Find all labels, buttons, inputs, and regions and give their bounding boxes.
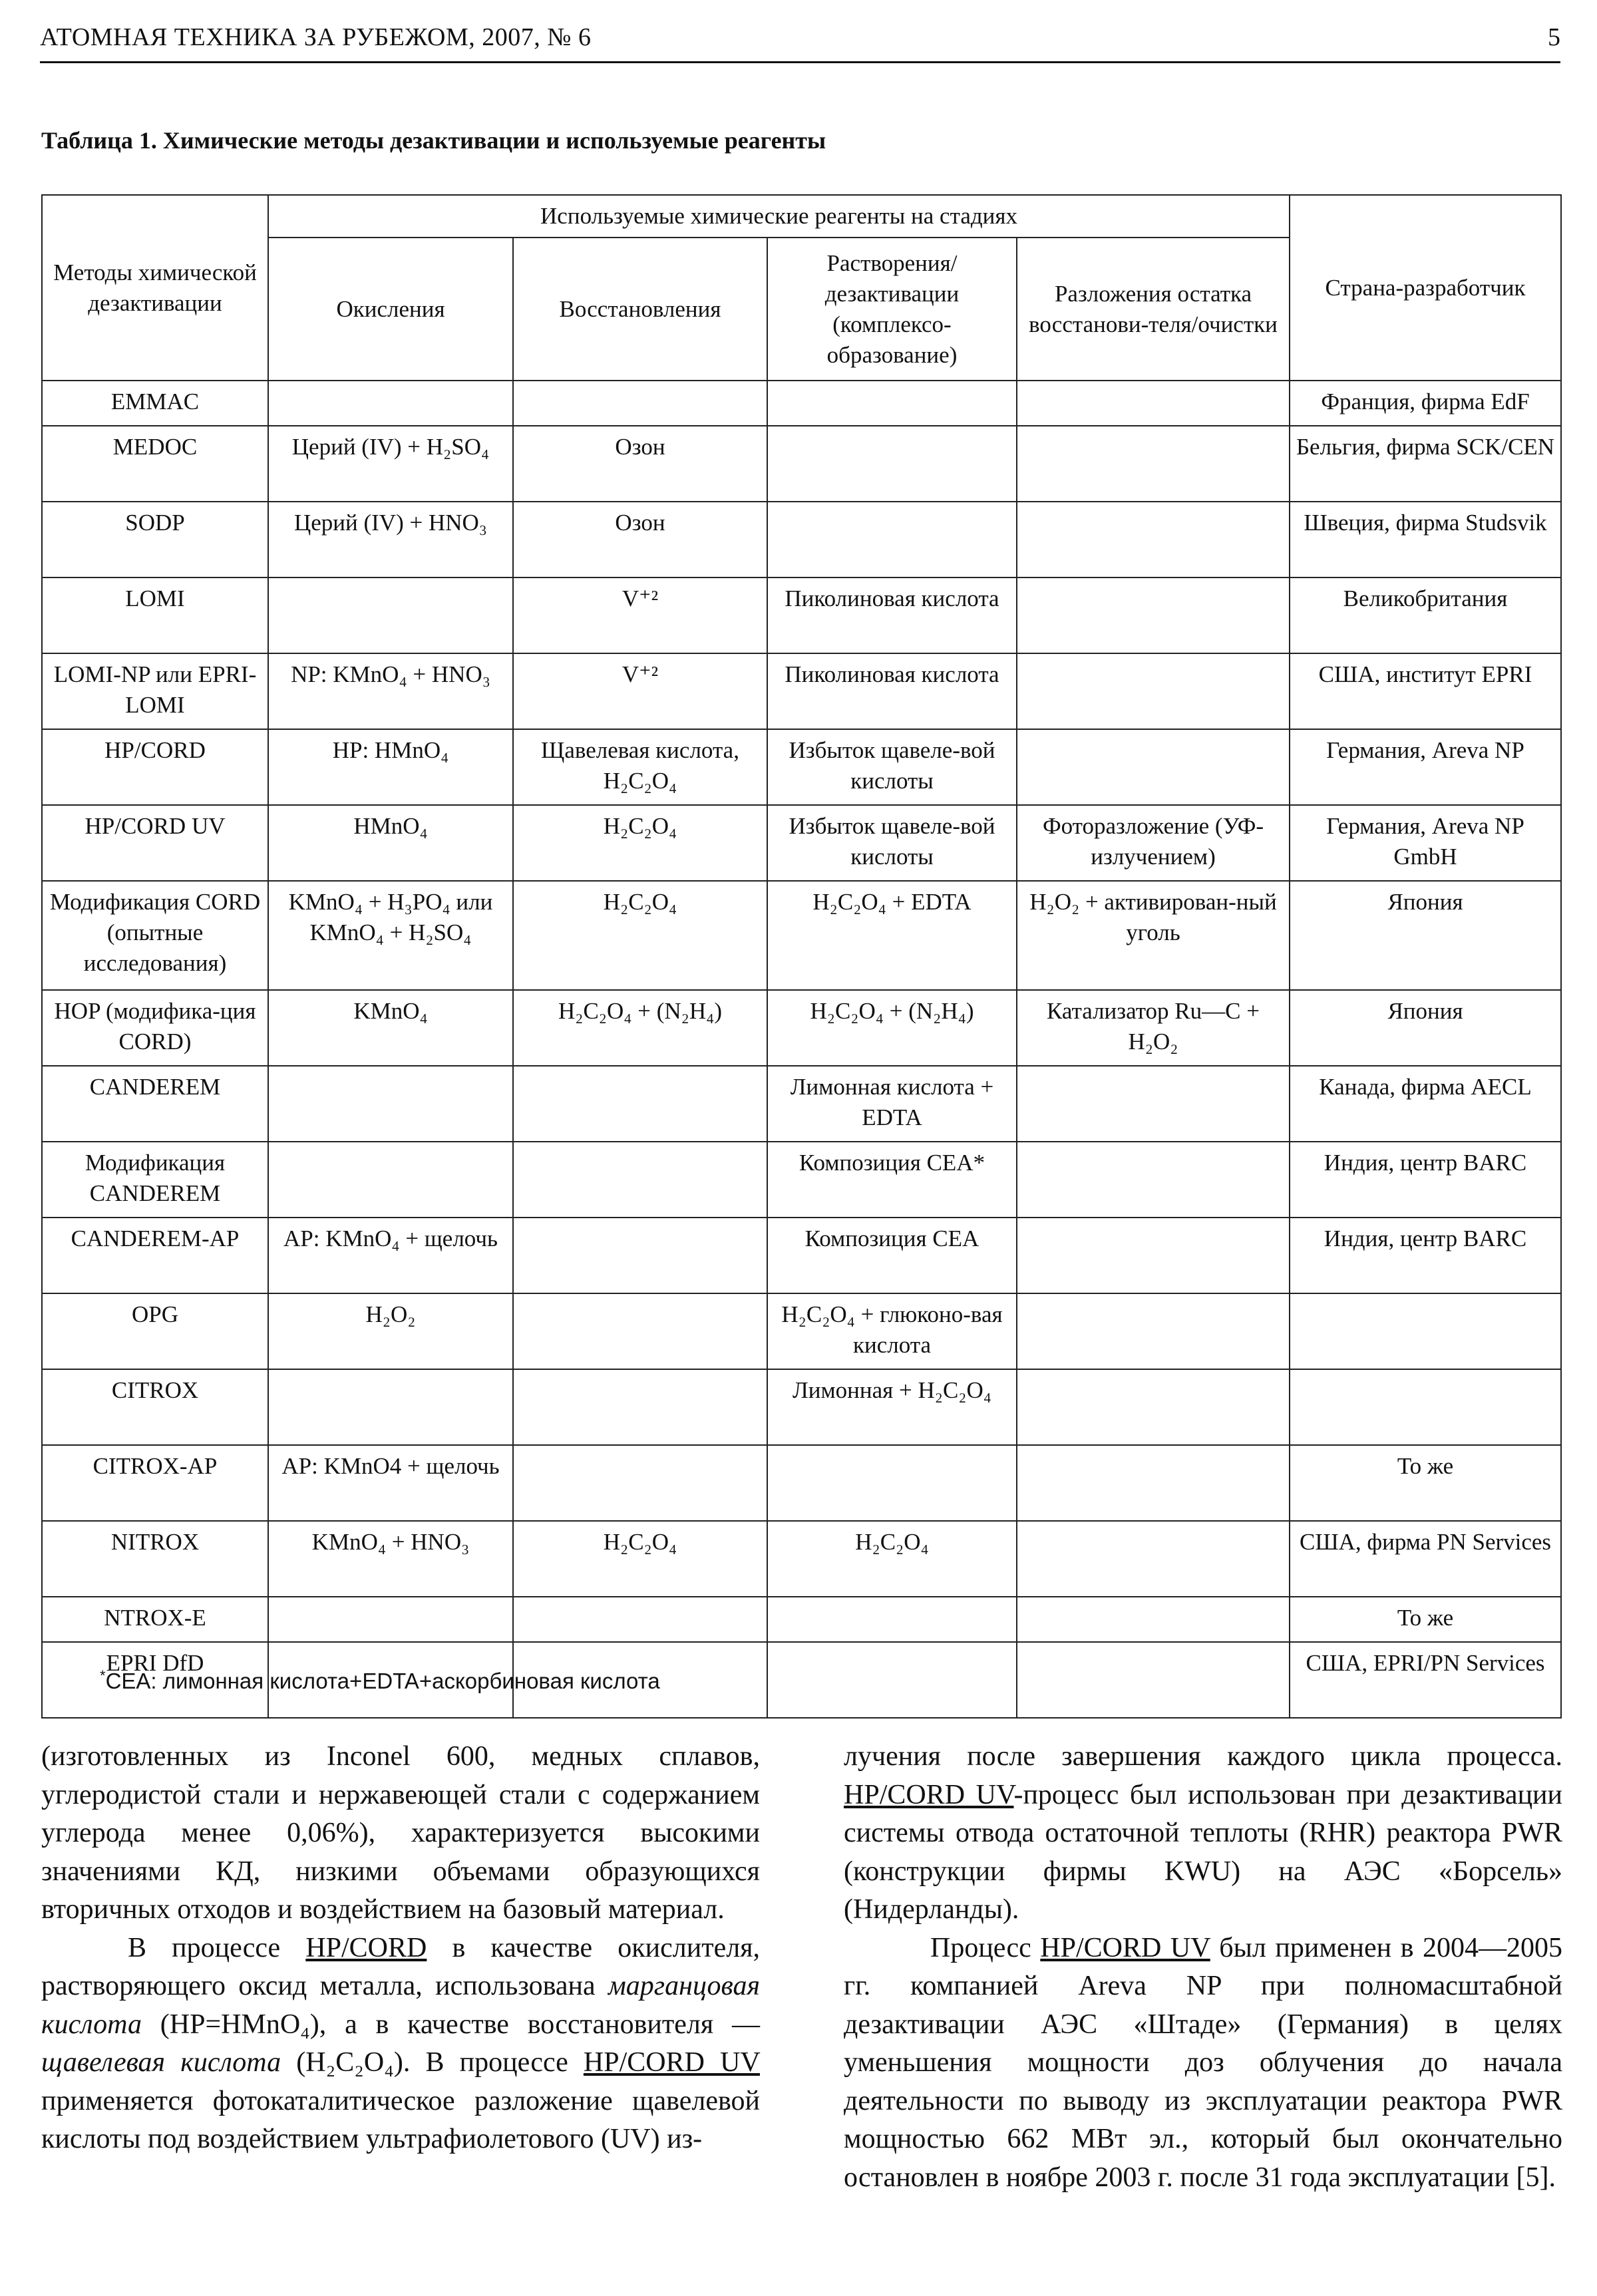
- body-column-right: [844, 1738, 1562, 2197]
- header-country: Страна-разработчик: [1290, 195, 1561, 381]
- cell-dissolution: [767, 502, 1017, 577]
- cell-country: Германия, Areva NP: [1290, 729, 1561, 805]
- cell-reduction: [513, 381, 767, 426]
- cell-method: CANDEREM: [42, 1066, 268, 1142]
- cell-oxidation: [268, 381, 513, 426]
- table-footnote: [100, 1669, 660, 1694]
- cell-country: То же: [1290, 1445, 1561, 1521]
- cell-country: Бельгия, фирма SCK/CEN: [1290, 426, 1561, 502]
- table-row: [42, 1521, 1561, 1597]
- cell-reduction: [513, 1066, 767, 1142]
- cell-dissolution: [767, 1597, 1017, 1642]
- cell-oxidation: [268, 1066, 513, 1142]
- cell-reduction: [513, 1445, 767, 1521]
- cell-dissolution: Лимонная + H₂C₂O₄: [767, 1369, 1017, 1445]
- cell-reduction: [513, 1597, 767, 1642]
- running-header: [40, 20, 1560, 63]
- cell-dissolution: [767, 381, 1017, 426]
- cell-oxidation: Церий (IV) + H₂SO₄: [268, 426, 513, 502]
- cell-country: [1290, 1369, 1561, 1445]
- term-oxalic-acid: щавелевая кислота: [41, 2047, 281, 2078]
- cell-method: CITROX-AP: [42, 1445, 268, 1521]
- cell-method: NTROX-E: [42, 1597, 268, 1642]
- cell-method: LOMI-NP или EPRI-LOMI: [42, 653, 268, 729]
- cell-method: HP/CORD: [42, 729, 268, 805]
- paragraph: лучения после завершения каждого цикла процесса. HP/CORD UV-процесс был использован при дезактивации системы отвода остаточной теплоты (RHR) реактора PWR (конструкции фирмы KWU) на АЭС «Борсель» (Нидерланды).: [844, 1741, 1562, 1925]
- cell-country: США, EPRI/PN Services: [1290, 1642, 1561, 1718]
- paragraph: В процессе HP/CORD в качестве окислителя, растворяющего оксид металла, использована марганцовая кислота (HP=HMnO₄), а в качестве восстановителя — щавелевая кислота (H₂C₂O₄). В процессе HP/CORD UV применяется фотокаталитическое разложение щавелевой кислоты под воздействием ультрафиолетового (UV) из-: [41, 1932, 761, 2154]
- cell-dissolution: Лимонная кислота + EDTA: [767, 1066, 1017, 1142]
- table-caption: Таблица 1. Химические методы дезактивации и используемые реагенты: [41, 127, 826, 154]
- table-row: [42, 426, 1561, 502]
- cell-decomposition: [1017, 1142, 1290, 1218]
- cell-oxidation: [268, 1142, 513, 1218]
- cell-reduction: H₂C₂O₄: [513, 1521, 767, 1597]
- table-row: [42, 1293, 1561, 1369]
- cell-reduction: Озон: [513, 502, 767, 577]
- cell-oxidation: [268, 1597, 513, 1642]
- cell-decomposition: [1017, 1597, 1290, 1642]
- cell-decomposition: [1017, 1293, 1290, 1369]
- footnote-text: CEA: лимонная кислота+EDTA+аскорбиновая кислота: [105, 1669, 660, 1693]
- cell-dissolution: Пиколиновая кислота: [767, 653, 1017, 729]
- header-reagents-group: Используемые химические реагенты на стадиях: [268, 195, 1290, 238]
- cell-method: HOP (модифика-ция CORD): [42, 990, 268, 1066]
- cell-country: Канада, фирма AECL: [1290, 1066, 1561, 1142]
- cell-oxidation: HMnO₄: [268, 805, 513, 881]
- table-row: [42, 1597, 1561, 1642]
- cell-reduction: H₂C₂O₄: [513, 805, 767, 881]
- cell-decomposition: Фоторазложение (УФ-излучением): [1017, 805, 1290, 881]
- cell-method: LOMI: [42, 577, 268, 653]
- table-row: [42, 881, 1561, 990]
- cell-dissolution: [767, 426, 1017, 502]
- cell-country: Индия, центр BARC: [1290, 1142, 1561, 1218]
- cell-dissolution: Композиция CEA: [767, 1218, 1017, 1293]
- paragraph: Процесс HP/CORD UV был применен в 2004—2005 гг. компанией Areva NP при полномасштабной дезактивации АЭС «Штаде» (Германия) в целях уменьшения мощности доз облучения до начала деятельности по выводу из эксплуатации реактора PWR мощностью 662 МВт эл., который был окончательно остановлен в ноябре 2003 г. после 31 года эксплуатации [5].: [844, 1932, 1562, 2193]
- cell-country: Япония: [1290, 990, 1561, 1066]
- header-oxidation: Окисления: [268, 238, 513, 381]
- cell-dissolution: H₂C₂O₄ + EDTA: [767, 881, 1017, 990]
- cell-oxidation: AP: KMnO4 + щелочь: [268, 1445, 513, 1521]
- table-row: [42, 577, 1561, 653]
- cell-dissolution: [767, 1642, 1017, 1718]
- cell-oxidation: HP: HMnO₄: [268, 729, 513, 805]
- cell-oxidation: KMnO₄ + H₃PO₄ или KMnO₄ + H₂SO₄: [268, 881, 513, 990]
- table-row: [42, 381, 1561, 426]
- cell-decomposition: Катализатор Ru—C + H₂O₂: [1017, 990, 1290, 1066]
- table-row: [42, 729, 1561, 805]
- cell-country: США, институт EPRI: [1290, 653, 1561, 729]
- table-row: [42, 1369, 1561, 1445]
- paragraph: (изготовленных из Inconel 600, медных сплавов, углеродистой стали и нержавеющей стали с содержанием углерода менее 0,06%), характеризуется высокими значениями КД, низкими объемами образующихся вторичных отходов и воздействием на базовый материал.: [41, 1741, 760, 1925]
- cell-oxidation: [268, 1369, 513, 1445]
- cell-oxidation: H₂O₂: [268, 1293, 513, 1369]
- cell-country: Франция, фирма EdF: [1290, 381, 1561, 426]
- cell-method: EPRI DfD: [42, 1642, 268, 1718]
- cell-oxidation: KMnO₄: [268, 990, 513, 1066]
- cell-reduction: V⁺²: [513, 653, 767, 729]
- cell-decomposition: [1017, 1642, 1290, 1718]
- term-hp-cord-uv: HP/CORD UV: [1040, 1932, 1210, 1963]
- cell-reduction: [513, 1369, 767, 1445]
- cell-method: HP/CORD UV: [42, 805, 268, 881]
- table-row: [42, 990, 1561, 1066]
- reagents-table: [41, 194, 1562, 1719]
- header-reduction: Восстановления: [513, 238, 767, 381]
- table-row: [42, 1218, 1561, 1293]
- cell-reduction: V⁺²: [513, 577, 767, 653]
- cell-oxidation: AP: KMnO₄ + щелочь: [268, 1218, 513, 1293]
- cell-decomposition: [1017, 1445, 1290, 1521]
- cell-decomposition: [1017, 1066, 1290, 1142]
- cell-decomposition: [1017, 729, 1290, 805]
- header-decomposition: Разложения остатка восстанови-теля/очистки: [1017, 238, 1290, 381]
- cell-country: Индия, центр BARC: [1290, 1218, 1561, 1293]
- cell-oxidation: NP: KMnO₄ + HNO₃: [268, 653, 513, 729]
- cell-reduction: Озон: [513, 426, 767, 502]
- cell-decomposition: H₂O₂ + активирован-ный уголь: [1017, 881, 1290, 990]
- page-number: 5: [1548, 23, 1560, 51]
- cell-method: CITROX: [42, 1369, 268, 1445]
- cell-decomposition: [1017, 1521, 1290, 1597]
- body-column-left: [41, 1738, 760, 2159]
- cell-country: То же: [1290, 1597, 1561, 1642]
- cell-dissolution: H₂C₂O₄ + (N₂H₄): [767, 990, 1017, 1066]
- cell-method: OPG: [42, 1293, 268, 1369]
- cell-decomposition: [1017, 1218, 1290, 1293]
- table-row: [42, 502, 1561, 577]
- cell-method: Модификация CANDEREM: [42, 1142, 268, 1218]
- cell-dissolution: H₂C₂O₄: [767, 1521, 1017, 1597]
- cell-dissolution: Композиция CEA*: [767, 1142, 1017, 1218]
- footnote-mark: *: [100, 1667, 106, 1684]
- term-hp-cord-uv: HP/CORD UV: [844, 1779, 1014, 1810]
- table-row: [42, 1445, 1561, 1521]
- cell-method: NITROX: [42, 1521, 268, 1597]
- cell-decomposition: [1017, 653, 1290, 729]
- journal-title: АТОМНАЯ ТЕХНИКА ЗА РУБЕЖОМ, 2007, № 6: [40, 23, 592, 51]
- cell-decomposition: [1017, 381, 1290, 426]
- cell-dissolution: Пиколиновая кислота: [767, 577, 1017, 653]
- cell-reduction: [513, 1293, 767, 1369]
- cell-method: CANDEREM-AP: [42, 1218, 268, 1293]
- cell-method: MEDOC: [42, 426, 268, 502]
- cell-country: Швеция, фирма Studsvik: [1290, 502, 1561, 577]
- cell-decomposition: [1017, 577, 1290, 653]
- cell-country: [1290, 1293, 1561, 1369]
- cell-decomposition: [1017, 502, 1290, 577]
- cell-oxidation: [268, 577, 513, 653]
- cell-decomposition: [1017, 426, 1290, 502]
- cell-reduction: H₂C₂O₄: [513, 881, 767, 990]
- cell-dissolution: Избыток щавеле-вой кислоты: [767, 805, 1017, 881]
- cell-method: SODP: [42, 502, 268, 577]
- cell-country: Великобритания: [1290, 577, 1561, 653]
- header-dissolution: Растворения/ дезактивации (комплексо-образование): [767, 238, 1017, 381]
- cell-method: Модификация CORD (опытные исследования): [42, 881, 268, 990]
- cell-country: Германия, Areva NP GmbH: [1290, 805, 1561, 881]
- cell-method: EMMAC: [42, 381, 268, 426]
- cell-dissolution: Избыток щавеле-вой кислоты: [767, 729, 1017, 805]
- table-row: [42, 805, 1561, 881]
- cell-decomposition: [1017, 1369, 1290, 1445]
- cell-reduction: [513, 1142, 767, 1218]
- cell-country: Япония: [1290, 881, 1561, 990]
- cell-dissolution: [767, 1445, 1017, 1521]
- term-hp-cord: HP/CORD: [305, 1932, 427, 1963]
- table-row: [42, 1142, 1561, 1218]
- cell-country: США, фирма PN Services: [1290, 1521, 1561, 1597]
- cell-oxidation: Церий (IV) + HNO₃: [268, 502, 513, 577]
- cell-reduction: [513, 1218, 767, 1293]
- cell-reduction: Щавелевая кислота, H₂C₂O₄: [513, 729, 767, 805]
- term-hp-cord-uv: HP/CORD UV: [583, 2047, 761, 2078]
- table-row: [42, 1066, 1561, 1142]
- cell-dissolution: H₂C₂O₄ + глюконо-вая кислота: [767, 1293, 1017, 1369]
- cell-oxidation: KMnO₄ + HNO₃: [268, 1521, 513, 1597]
- header-methods: Методы химической дезактивации: [42, 195, 268, 381]
- cell-reduction: H₂C₂O₄ + (N₂H₄): [513, 990, 767, 1066]
- table-row: [42, 653, 1561, 729]
- term-permanganic-acid: марганцовая кислота: [41, 1971, 760, 2040]
